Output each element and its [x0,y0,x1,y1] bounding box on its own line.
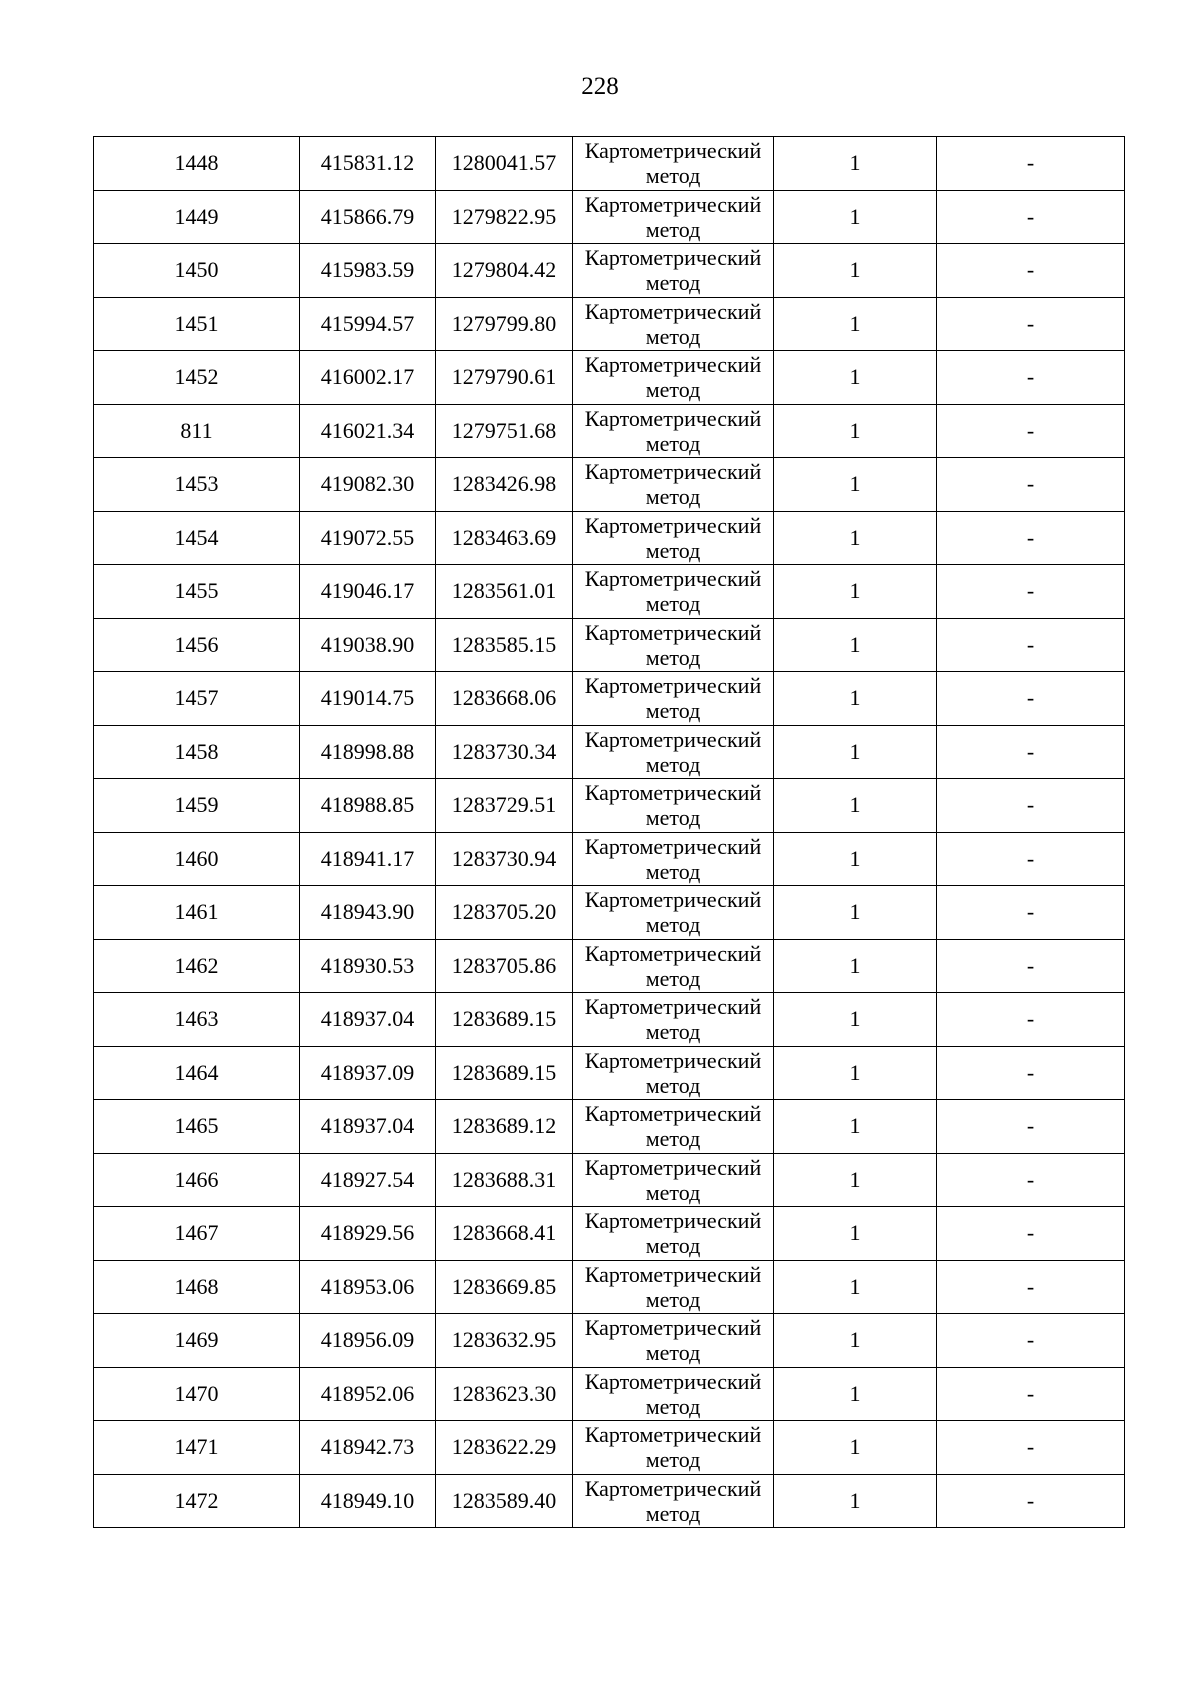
accuracy-cell: 1 [774,725,937,779]
accuracy-cell: 1 [774,1153,937,1207]
table-row [94,511,1125,565]
method-cell [573,1153,774,1207]
y-coordinate-cell: 1283669.85 [436,1260,573,1314]
y-coordinate-cell: 1283668.41 [436,1207,573,1261]
y-coordinate-cell: 1283689.12 [436,1100,573,1154]
accuracy-cell: 1 [774,1367,937,1421]
point-id-cell: 1462 [94,939,300,993]
method-label-line2: метод [645,323,701,349]
point-id-cell: 1450 [94,244,300,298]
x-coordinate-cell: 418998.88 [300,725,436,779]
y-coordinate-cell: 1280041.57 [436,137,573,191]
point-id-cell: 1465 [94,1100,300,1154]
method-label-line1: Картометрический [584,673,762,698]
method-label-line1: Картометрический [584,1315,762,1340]
method-label-line2: метод [645,270,701,295]
method-label-line1: Картометрический [584,138,762,163]
x-coordinate-cell: 415994.57 [300,297,436,351]
x-coordinate-cell: 416002.17 [300,351,436,405]
method-cell [573,779,774,833]
point-id-cell: 1457 [94,672,300,726]
table-row [94,351,1125,405]
table-row [94,939,1125,993]
x-coordinate-cell: 418949.10 [300,1474,436,1528]
method-label-line1: Картометрический [584,298,762,324]
point-id-cell: 1468 [94,1260,300,1314]
y-coordinate-cell: 1283668.06 [436,672,573,726]
x-coordinate-cell: 418930.53 [300,939,436,993]
method-label-line1: Картометрический [584,994,762,1019]
accuracy-cell: 1 [774,1046,937,1100]
method-label-line2: метод [645,1019,701,1044]
method-label-line2: метод [645,163,701,188]
accuracy-cell: 1 [774,458,937,512]
x-coordinate-cell: 418937.04 [300,1100,436,1154]
accuracy-cell: 1 [774,618,937,672]
method-cell [573,618,774,672]
accuracy-cell: 1 [774,939,937,993]
method-cell [573,1046,774,1100]
accuracy-cell: 1 [774,672,937,726]
note-cell: - [937,297,1125,351]
method-label-line2: метод [645,858,701,884]
point-id-cell: 1470 [94,1367,300,1421]
note-cell: - [937,832,1125,886]
y-coordinate-cell: 1283688.31 [436,1153,573,1207]
table-row [94,1474,1125,1528]
x-coordinate-cell: 418927.54 [300,1153,436,1207]
method-label-line2: метод [645,537,701,563]
method-label-line1: Картометрический [584,1208,762,1233]
table-row [94,244,1125,298]
note-cell: - [937,1153,1125,1207]
method-label-line1: Картометрический [584,1475,762,1501]
note-cell: - [937,1474,1125,1528]
x-coordinate-cell: 415831.12 [300,137,436,191]
method-label-line2: метод [645,1500,701,1526]
accuracy-cell: 1 [774,1207,937,1261]
y-coordinate-cell: 1283689.15 [436,993,573,1047]
method-label-line2: метод [645,1447,701,1472]
table-row [94,779,1125,833]
accuracy-cell: 1 [774,1314,937,1368]
method-cell [573,1474,774,1528]
y-coordinate-cell: 1283730.94 [436,832,573,886]
accuracy-cell: 1 [774,779,937,833]
y-coordinate-cell: 1283705.20 [436,886,573,940]
method-label-line1: Картометрический [584,512,762,538]
point-id-cell: 1458 [94,725,300,779]
table-row [94,725,1125,779]
method-label-line1: Картометрический [584,780,762,805]
x-coordinate-cell: 419082.30 [300,458,436,512]
method-cell [573,993,774,1047]
point-id-cell: 1464 [94,1046,300,1100]
note-cell: - [937,886,1125,940]
table-row [94,832,1125,886]
method-cell [573,458,774,512]
point-id-cell: 1454 [94,511,300,565]
method-label-line1: Картометрический [584,352,762,377]
x-coordinate-cell: 418952.06 [300,1367,436,1421]
point-id-cell: 1451 [94,297,300,351]
note-cell: - [937,618,1125,672]
method-label-line2: метод [645,1072,701,1098]
accuracy-cell: 1 [774,351,937,405]
method-label-line1: Картометрический [584,833,762,859]
y-coordinate-cell: 1283463.69 [436,511,573,565]
table-row [94,1260,1125,1314]
x-coordinate-cell: 418929.56 [300,1207,436,1261]
note-cell: - [937,1421,1125,1475]
method-cell [573,886,774,940]
accuracy-cell: 1 [774,190,937,244]
method-label-line2: метод [645,1340,701,1365]
note-cell: - [937,458,1125,512]
point-id-cell: 1471 [94,1421,300,1475]
y-coordinate-cell: 1279790.61 [436,351,573,405]
method-label-line2: метод [645,1179,701,1205]
y-coordinate-cell: 1283705.86 [436,939,573,993]
table-row [94,1421,1125,1475]
point-id-cell: 811 [94,404,300,458]
table-row [94,1314,1125,1368]
method-cell [573,1367,774,1421]
method-label-line2: метод [645,1126,701,1151]
x-coordinate-cell: 419038.90 [300,618,436,672]
method-label-line2: метод [645,805,701,830]
x-coordinate-cell: 418943.90 [300,886,436,940]
y-coordinate-cell: 1279751.68 [436,404,573,458]
accuracy-cell: 1 [774,1100,937,1154]
x-coordinate-cell: 415983.59 [300,244,436,298]
method-label-line1: Картометрический [584,726,762,752]
method-cell [573,725,774,779]
point-id-cell: 1449 [94,190,300,244]
table-row [94,886,1125,940]
y-coordinate-cell: 1283729.51 [436,779,573,833]
y-coordinate-cell: 1283589.40 [436,1474,573,1528]
note-cell: - [937,511,1125,565]
method-cell [573,511,774,565]
note-cell: - [937,1100,1125,1154]
method-label-line1: Картометрический [584,459,762,484]
method-label-line2: метод [645,965,701,991]
method-cell [573,1314,774,1368]
note-cell: - [937,565,1125,619]
note-cell: - [937,1367,1125,1421]
note-cell: - [937,244,1125,298]
method-label-line1: Картометрический [584,566,762,591]
x-coordinate-cell: 419014.75 [300,672,436,726]
method-cell [573,137,774,191]
x-coordinate-cell: 418956.09 [300,1314,436,1368]
point-id-cell: 1456 [94,618,300,672]
note-cell: - [937,1046,1125,1100]
x-coordinate-cell: 419046.17 [300,565,436,619]
point-id-cell: 1467 [94,1207,300,1261]
method-cell [573,565,774,619]
accuracy-cell: 1 [774,1260,937,1314]
method-label-line2: метод [645,216,701,242]
table-row [94,1153,1125,1207]
y-coordinate-cell: 1279804.42 [436,244,573,298]
table-row [94,618,1125,672]
method-label-line1: Картометрический [584,1154,762,1180]
table-row [94,297,1125,351]
y-coordinate-cell: 1283561.01 [436,565,573,619]
method-cell [573,1260,774,1314]
coordinates-table-body [94,137,1125,1528]
method-cell [573,244,774,298]
y-coordinate-cell: 1283585.15 [436,618,573,672]
method-label-line1: Картометрический [584,1422,762,1447]
note-cell: - [937,1207,1125,1261]
y-coordinate-cell: 1283730.34 [436,725,573,779]
method-label-line2: метод [645,1233,701,1258]
point-id-cell: 1469 [94,1314,300,1368]
table-row [94,190,1125,244]
accuracy-cell: 1 [774,993,937,1047]
accuracy-cell: 1 [774,511,937,565]
note-cell: - [937,1260,1125,1314]
note-cell: - [937,939,1125,993]
point-id-cell: 1459 [94,779,300,833]
method-label-line1: Картометрический [584,405,762,431]
method-label-line1: Картометрический [584,245,762,270]
y-coordinate-cell: 1279822.95 [436,190,573,244]
method-cell [573,1100,774,1154]
note-cell: - [937,190,1125,244]
y-coordinate-cell: 1283426.98 [436,458,573,512]
table-row [94,672,1125,726]
point-id-cell: 1453 [94,458,300,512]
table-row [94,404,1125,458]
method-cell [573,832,774,886]
y-coordinate-cell: 1279799.80 [436,297,573,351]
table-row [94,458,1125,512]
point-id-cell: 1472 [94,1474,300,1528]
table-row [94,137,1125,191]
method-cell [573,351,774,405]
y-coordinate-cell: 1283623.30 [436,1367,573,1421]
accuracy-cell: 1 [774,1421,937,1475]
method-label-line2: метод [645,1393,701,1419]
x-coordinate-cell: 418942.73 [300,1421,436,1475]
accuracy-cell: 1 [774,244,937,298]
method-label-line2: метод [645,430,701,456]
table-row [94,1100,1125,1154]
page-number: 228 [581,73,619,100]
x-coordinate-cell: 418953.06 [300,1260,436,1314]
point-id-cell: 1466 [94,1153,300,1207]
accuracy-cell: 1 [774,404,937,458]
x-coordinate-cell: 419072.55 [300,511,436,565]
accuracy-cell: 1 [774,832,937,886]
note-cell: - [937,725,1125,779]
x-coordinate-cell: 416021.34 [300,404,436,458]
x-coordinate-cell: 418937.04 [300,993,436,1047]
table-row [94,1367,1125,1421]
method-label-line1: Картометрический [584,1261,762,1287]
method-label-line2: метод [645,644,701,670]
method-label-line1: Картометрический [584,940,762,966]
x-coordinate-cell: 418941.17 [300,832,436,886]
note-cell: - [937,993,1125,1047]
method-cell [573,297,774,351]
method-label-line1: Картометрический [584,191,762,217]
method-label-line2: метод [645,591,701,616]
point-id-cell: 1463 [94,993,300,1047]
point-id-cell: 1452 [94,351,300,405]
note-cell: - [937,137,1125,191]
method-label-line2: метод [645,377,701,402]
point-id-cell: 1455 [94,565,300,619]
method-label-line1: Картометрический [584,1047,762,1073]
method-label-line2: метод [645,1286,701,1312]
note-cell: - [937,404,1125,458]
y-coordinate-cell: 1283622.29 [436,1421,573,1475]
method-label-line1: Картометрический [584,1368,762,1394]
table-row [94,993,1125,1047]
method-cell [573,1421,774,1475]
x-coordinate-cell: 418988.85 [300,779,436,833]
y-coordinate-cell: 1283689.15 [436,1046,573,1100]
note-cell: - [937,672,1125,726]
accuracy-cell: 1 [774,886,937,940]
method-label-line1: Картометрический [584,619,762,645]
point-id-cell: 1460 [94,832,300,886]
method-label-line1: Картометрический [584,1101,762,1126]
x-coordinate-cell: 415866.79 [300,190,436,244]
note-cell: - [937,779,1125,833]
method-label-line2: метод [645,698,701,723]
accuracy-cell: 1 [774,1474,937,1528]
method-cell [573,672,774,726]
note-cell: - [937,1314,1125,1368]
accuracy-cell: 1 [774,137,937,191]
coordinates-table [93,136,1125,1528]
method-label-line2: метод [645,751,701,777]
method-label-line2: метод [645,912,701,937]
y-coordinate-cell: 1283632.95 [436,1314,573,1368]
method-cell [573,190,774,244]
table-row [94,1207,1125,1261]
method-cell [573,1207,774,1261]
method-label-line1: Картометрический [584,887,762,912]
note-cell: - [937,351,1125,405]
method-cell [573,404,774,458]
table-row [94,1046,1125,1100]
point-id-cell: 1461 [94,886,300,940]
accuracy-cell: 1 [774,565,937,619]
x-coordinate-cell: 418937.09 [300,1046,436,1100]
table-row [94,565,1125,619]
method-label-line2: метод [645,484,701,509]
method-cell [573,939,774,993]
point-id-cell: 1448 [94,137,300,191]
accuracy-cell: 1 [774,297,937,351]
